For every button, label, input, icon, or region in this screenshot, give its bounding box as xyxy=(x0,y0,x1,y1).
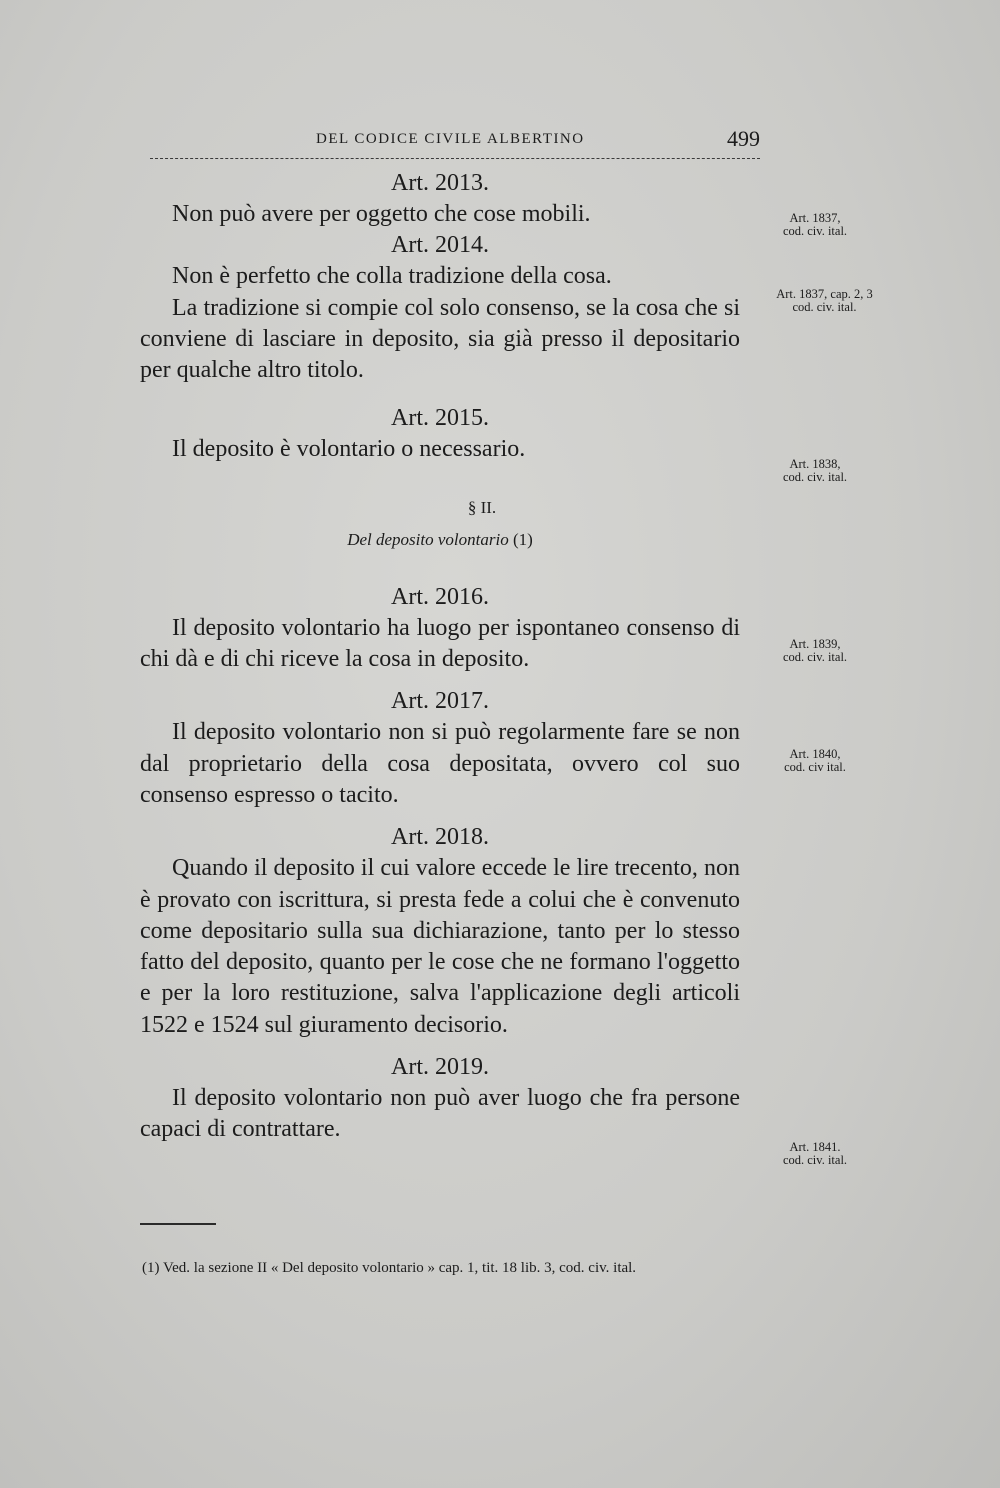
article-paragraph: Il deposito volontario ha luogo per ispontaneo consenso di chi dà e di chi riceve la cosa in deposito. xyxy=(140,614,740,673)
margin-note: Art. 1837, cod. civ. ital. xyxy=(782,211,848,238)
margin-note: Art. 1841. cod. civ. ital. xyxy=(782,1140,848,1167)
section-mark: § II. xyxy=(467,497,497,517)
section-title-text: Del deposito volontario xyxy=(347,529,509,549)
article-paragraph: Non può avere per oggetto che cose mobili. xyxy=(172,201,591,227)
running-head xyxy=(150,128,760,159)
article-paragraph: La tradizione si compie col solo consenso, se la cosa che si conviene di lasciare in deposito, sia già presso il depositario per qualche altro titolo. xyxy=(140,294,740,384)
article-paragraph: Il deposito volontario non può aver luogo che fra persone capaci di contrattare. xyxy=(140,1085,740,1143)
margin-note: Art. 1838, cod. civ. ital. xyxy=(782,457,848,484)
page-number: 499 xyxy=(727,126,760,151)
margin-note: Art. 1837, cap. 2, 3 cod. civ. ital. xyxy=(776,287,873,314)
article-paragraph: Quando il deposito il cui valore eccede le lire trecento, non è provato con iscrittura, si presta fede a colui che è convenuto come depositario sulla sua dichiarazione, tanto per lo stesso fatto del deposito, quanto per le cose che ne formano l'oggetto e per la loro restituzione, salva l'applicazione degli articoli 1522 e 1524 sul giuramento decisorio. xyxy=(140,855,740,1038)
main-text xyxy=(140,168,740,1146)
footnote-rule xyxy=(140,1223,216,1225)
article-heading: Art. 2013. xyxy=(391,170,489,196)
article-heading: Art. 2019. xyxy=(391,1054,489,1081)
article-paragraph: Il deposito volontario non si può regolarmente fare se non dal proprietario della cosa depositata, ovvero col suo consenso espresso o tacito. xyxy=(140,719,740,808)
section-title xyxy=(140,528,740,552)
footnote: (1) Ved. la sezione II « Del deposito volontario » cap. 1, tit. 18 lib. 3, cod. civ. ital. xyxy=(142,1260,637,1276)
article-heading: Art. 2015. xyxy=(391,405,489,432)
running-title: DEL CODICE CIVILE ALBERTINO xyxy=(316,131,585,147)
article-heading: Art. 2014. xyxy=(391,232,489,259)
article-paragraph: Il deposito è volontario o necessario. xyxy=(172,436,526,463)
article-heading: Art. 2016. xyxy=(391,583,489,610)
article-paragraph: Non è perfetto che colla tradizione della cosa. xyxy=(172,263,612,290)
article-heading: Art. 2018. xyxy=(391,824,489,851)
margin-note: Art. 1839, cod. civ. ital. xyxy=(782,637,848,664)
margin-note: Art. 1840, cod. civ ital. xyxy=(784,747,846,774)
article-heading: Art. 2017. xyxy=(391,688,489,715)
footnote-reference: (1) xyxy=(512,529,533,549)
